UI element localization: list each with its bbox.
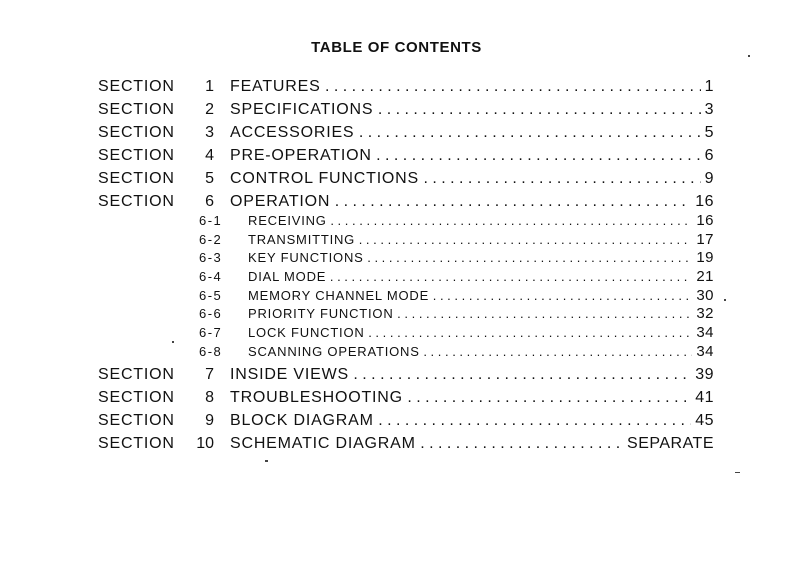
section-title: ACCESSORIES . . . bbox=[230, 124, 713, 142]
subsection-title: DIAL MODE . . . bbox=[248, 269, 713, 284]
section-title: CONTROL FUNCTIONS . . . bbox=[230, 170, 713, 188]
section-title: OPERATION . . . bbox=[230, 193, 713, 211]
page-number: 34 bbox=[692, 324, 714, 341]
section-word: SECTION bbox=[98, 170, 175, 187]
section-number: 8 bbox=[205, 389, 214, 406]
page-number: 21 bbox=[692, 268, 714, 285]
section-title: PRE-OPERATION . . . bbox=[230, 147, 713, 165]
section-number: 6 bbox=[205, 193, 214, 210]
page-number: SEPARATE bbox=[623, 435, 714, 453]
toc-row-section-6 bbox=[0, 193, 793, 215]
subsection-title: TRANSMITTING . . . bbox=[248, 232, 713, 247]
toc-row-subsection-6-1 bbox=[0, 213, 793, 231]
toc-row-section-3 bbox=[0, 124, 793, 146]
section-title: TROUBLESHOOTING . . . bbox=[230, 389, 713, 407]
page-number: 34 bbox=[692, 343, 714, 360]
toc-row-section-8 bbox=[0, 389, 793, 411]
section-word: SECTION bbox=[98, 412, 175, 429]
toc-row-subsection-6-3 bbox=[0, 250, 793, 268]
section-number: 10 bbox=[196, 435, 214, 452]
page-number: 17 bbox=[692, 231, 714, 248]
toc-row-subsection-6-5 bbox=[0, 288, 793, 306]
toc-row-section-2 bbox=[0, 101, 793, 123]
section-number: 7 bbox=[205, 366, 214, 383]
section-title: SPECIFICATIONS . . . bbox=[230, 101, 713, 119]
subsection-title: SCANNING OPERATIONS . . . bbox=[248, 344, 713, 359]
page-number: 5 bbox=[701, 124, 714, 142]
section-number: 3 bbox=[205, 124, 214, 141]
toc-row-subsection-6-7 bbox=[0, 325, 793, 343]
subsection-title: RECEIVING . . . bbox=[248, 213, 713, 228]
page-number: 30 bbox=[692, 287, 714, 304]
toc-title: TABLE OF CONTENTS bbox=[311, 39, 482, 56]
page-number: 6 bbox=[701, 147, 714, 165]
scan-speck bbox=[724, 299, 726, 301]
section-title: INSIDE VIEWS . . . bbox=[230, 366, 713, 384]
subsection-number: 6-2 bbox=[199, 232, 223, 247]
section-number: 9 bbox=[205, 412, 214, 429]
subsection-number: 6-8 bbox=[199, 344, 223, 359]
section-word: SECTION bbox=[98, 78, 175, 95]
subsection-number: 6-1 bbox=[199, 213, 223, 228]
section-word: SECTION bbox=[98, 366, 175, 383]
subsection-number: 6-5 bbox=[199, 288, 223, 303]
section-word: SECTION bbox=[98, 389, 175, 406]
section-number: 4 bbox=[205, 147, 214, 164]
toc-row-section-9 bbox=[0, 412, 793, 434]
page-number: 32 bbox=[692, 305, 714, 322]
page-number: 3 bbox=[701, 101, 714, 119]
page-number: 1 bbox=[701, 78, 714, 96]
toc-row-section-7 bbox=[0, 366, 793, 388]
section-word: SECTION bbox=[98, 147, 175, 164]
section-number: 1 bbox=[205, 78, 214, 95]
section-title: FEATURES . . . bbox=[230, 78, 713, 96]
subsection-title: PRIORITY FUNCTION . . . bbox=[248, 306, 713, 321]
section-title: SCHEMATIC DIAGRAM . . . bbox=[230, 435, 713, 453]
toc-row-subsection-6-6 bbox=[0, 306, 793, 324]
toc-row-subsection-6-2 bbox=[0, 232, 793, 250]
scan-speck bbox=[265, 460, 268, 462]
subsection-title: MEMORY CHANNEL MODE . . . bbox=[248, 288, 713, 303]
subsection-title: KEY FUNCTIONS . . . bbox=[248, 250, 713, 265]
page-number: 16 bbox=[691, 193, 714, 211]
subsection-number: 6-7 bbox=[199, 325, 223, 340]
section-title: BLOCK DIAGRAM . . . bbox=[230, 412, 713, 430]
toc-row-section-4 bbox=[0, 147, 793, 169]
subsection-number: 6-4 bbox=[199, 269, 223, 284]
section-word: SECTION bbox=[98, 193, 175, 210]
subsection-title: LOCK FUNCTION . . . bbox=[248, 325, 713, 340]
toc-row-subsection-6-4 bbox=[0, 269, 793, 287]
scan-speck bbox=[748, 55, 750, 57]
toc-row-section-10 bbox=[0, 435, 793, 457]
page-number: 45 bbox=[691, 412, 714, 430]
toc-row-section-5 bbox=[0, 170, 793, 192]
page-number: 39 bbox=[691, 366, 714, 384]
section-word: SECTION bbox=[98, 435, 175, 452]
section-word: SECTION bbox=[98, 124, 175, 141]
page-number: 9 bbox=[701, 170, 714, 188]
scan-speck bbox=[172, 341, 174, 343]
page-number: 19 bbox=[692, 249, 714, 266]
subsection-number: 6-6 bbox=[199, 306, 223, 321]
section-number: 2 bbox=[205, 101, 214, 118]
scan-speck bbox=[735, 472, 740, 473]
toc-row-subsection-6-8 bbox=[0, 344, 793, 362]
page-number: 41 bbox=[691, 389, 714, 407]
section-number: 5 bbox=[205, 170, 214, 187]
subsection-number: 6-3 bbox=[199, 250, 223, 265]
section-word: SECTION bbox=[98, 101, 175, 118]
page-number: 16 bbox=[692, 212, 714, 229]
toc-row-section-1 bbox=[0, 78, 793, 100]
